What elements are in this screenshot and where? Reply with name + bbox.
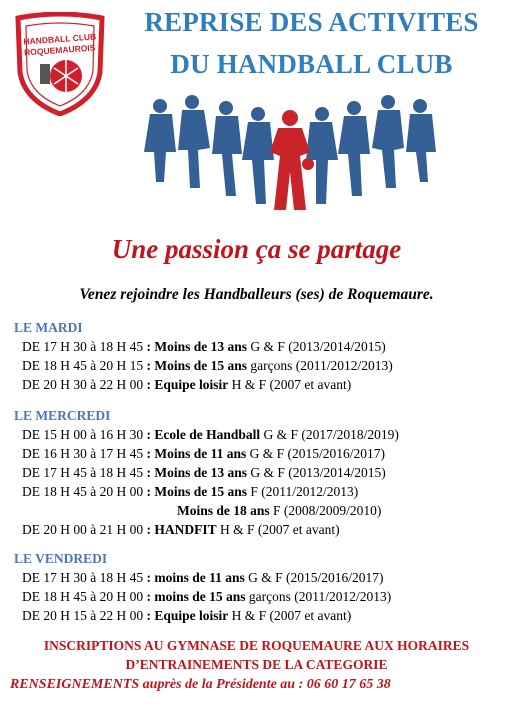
schedule-list-vendredi xyxy=(22,568,502,625)
separator: : xyxy=(143,339,155,354)
registration-line2: D’ENTRAINEMENTS DE LA CATEGORIE xyxy=(125,657,388,672)
slogan: Une passion ça se partage xyxy=(111,234,402,264)
time-range: DE 18 H 45 à 20 H 00 xyxy=(22,589,144,604)
schedule-row xyxy=(22,482,502,501)
schedule-row xyxy=(22,501,502,520)
schedule-row xyxy=(22,463,502,482)
schedule-row xyxy=(22,520,502,539)
group-name: Moins de 13 ans xyxy=(154,339,248,354)
player-silhouette-icon xyxy=(242,107,274,204)
schedule-list-mardi xyxy=(22,337,502,394)
schedule-row xyxy=(22,337,502,356)
page-title-line2: DU HANDBALL CLUB xyxy=(170,49,453,79)
group-detail: H & F (2007 et avant) xyxy=(228,608,352,623)
group-detail: G & F (2015/2016/2017) xyxy=(246,446,386,461)
player-silhouette-icon xyxy=(406,99,436,182)
separator: : xyxy=(143,570,155,585)
player-silhouette-icon xyxy=(212,101,242,196)
group-name: Moins de 13 ans xyxy=(154,465,248,480)
invitation-text: Venez rejoindre les Handballeurs (ses) de Roquemaure. xyxy=(79,286,434,303)
player-silhouette-icon xyxy=(306,107,338,204)
group-detail: G & F (2013/2014/2015) xyxy=(247,339,386,354)
group-name: Ecole de Handball xyxy=(154,427,261,442)
separator: : xyxy=(143,465,155,480)
group-detail: F (2008/2009/2010) xyxy=(269,503,382,518)
schedule-row xyxy=(22,375,502,394)
logo-line1: HANDBALL CLUB xyxy=(23,31,97,47)
group-name: Equipe loisir xyxy=(154,608,229,623)
group-detail: G & F (2013/2014/2015) xyxy=(247,465,386,480)
schedule-row xyxy=(22,444,502,463)
player-silhouette-icon xyxy=(144,99,176,182)
time-range: DE 20 H 30 à 22 H 00 xyxy=(22,377,144,392)
contact-info: RENSEIGNEMENTS auprès de la Présidente au : 06 60 17 65 38 xyxy=(10,677,391,692)
day-heading-mardi: LE MARDI xyxy=(14,320,83,335)
group-name: Moins de 11 ans xyxy=(154,446,247,461)
group-detail: H & F (2007 et avant) xyxy=(228,377,352,392)
time-range: DE 20 H 15 à 22 H 00 xyxy=(22,608,144,623)
separator: : xyxy=(143,522,155,537)
central-player-icon xyxy=(270,110,314,210)
schedule-row xyxy=(22,425,502,444)
schedule-list-mercredi xyxy=(22,425,502,539)
schedule-row xyxy=(22,356,502,375)
page-title-line1: REPRISE DES ACTIVITES xyxy=(144,7,479,37)
player-silhouette-icon xyxy=(178,95,210,188)
day-heading-mercredi: LE MERCREDI xyxy=(14,408,111,423)
separator: : xyxy=(143,589,155,604)
separator: : xyxy=(143,446,155,461)
time-range: DE 18 H 45 à 20 H 00 xyxy=(22,484,144,499)
group-name: Moins de 15 ans xyxy=(154,484,248,499)
group-detail: F (2011/2012/2013) xyxy=(247,484,359,499)
schedule-row xyxy=(22,606,502,625)
group-name: Moins de 15 ans xyxy=(154,358,248,373)
handball-players-illustration xyxy=(140,92,440,222)
club-logo xyxy=(14,12,106,116)
group-name: moins de 11 ans xyxy=(154,570,245,585)
separator: : xyxy=(143,377,155,392)
player-silhouette-icon xyxy=(338,101,370,196)
group-name: moins de 15 ans xyxy=(154,589,246,604)
time-range: DE 18 H 45 à 20 H 15 xyxy=(22,358,144,373)
registration-notice xyxy=(0,636,513,674)
time-range: DE 17 H 45 à 18 H 45 xyxy=(22,465,144,480)
group-detail: G & F (2015/2016/2017) xyxy=(244,570,384,585)
time-range: DE 20 H 00 à 21 H 00 xyxy=(22,522,144,537)
logo-line2: ROQUEMAUROIS xyxy=(23,42,96,58)
time-range: DE 15 H 00 à 16 H 30 xyxy=(22,427,144,442)
day-heading-vendredi: LE VENDREDI xyxy=(14,551,108,566)
group-name: HANDFIT xyxy=(154,522,217,537)
separator: : xyxy=(143,608,155,623)
group-detail: G & F (2017/2018/2019) xyxy=(260,427,399,442)
group-detail: garçons (2011/2012/2013) xyxy=(245,589,392,604)
group-detail: H & F (2007 et avant) xyxy=(216,522,340,537)
player-silhouette-icon xyxy=(372,95,404,188)
registration-line1: INSCRIPTIONS AU GYMNASE DE ROQUEMAURE AUX HORAIRES xyxy=(43,638,470,653)
group-name: Equipe loisir xyxy=(154,377,229,392)
group-name: Moins de 18 ans xyxy=(177,503,270,518)
separator: : xyxy=(143,484,155,499)
separator: : xyxy=(143,358,155,373)
group-detail: garçons (2011/2012/2013) xyxy=(247,358,393,373)
schedule-row xyxy=(22,568,502,587)
schedule-row xyxy=(22,587,502,606)
time-range: DE 16 H 30 à 17 H 45 xyxy=(22,446,144,461)
time-range: DE 17 H 30 à 18 H 45 xyxy=(22,570,144,585)
time-range: DE 17 H 30 à 18 H 45 xyxy=(22,339,144,354)
separator: : xyxy=(143,427,155,442)
